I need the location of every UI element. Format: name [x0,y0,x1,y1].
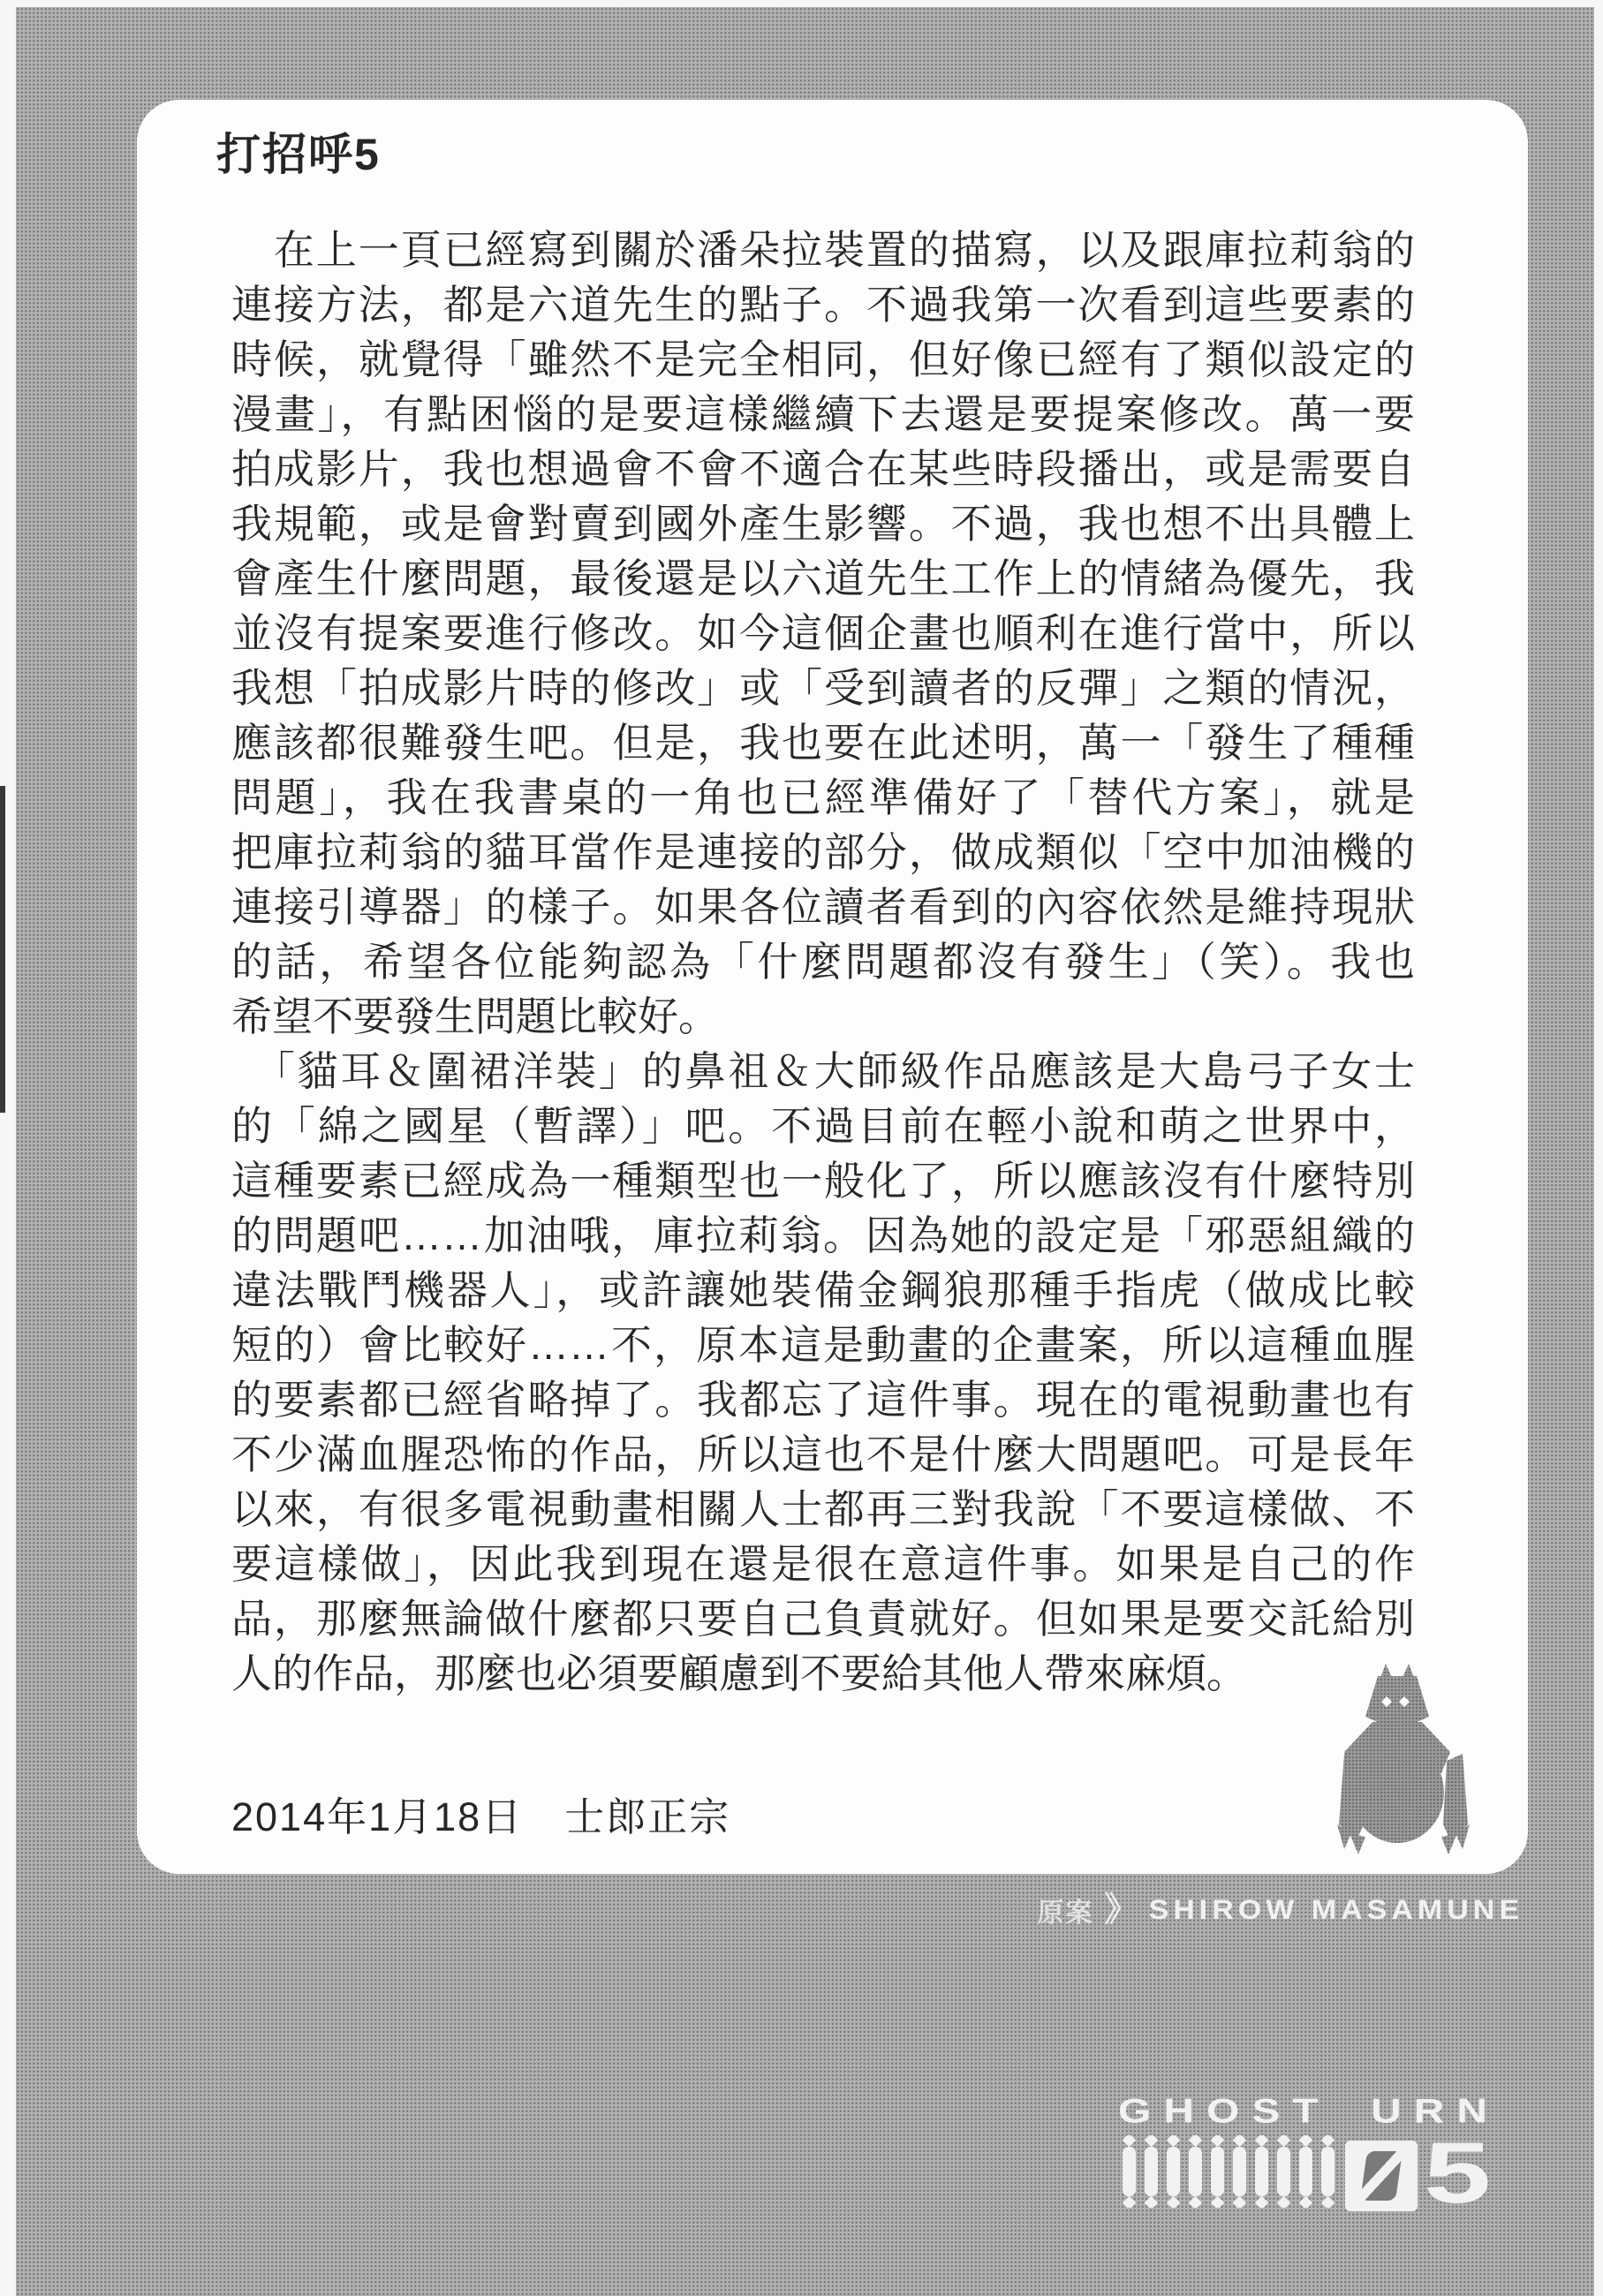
text-line: 應該都很難發生吧。但是，我也要在此述明，萬一「發生了種種 [231,720,1415,766]
text-line: 以來，有很多電視動畫相關人士都再三對我說「不要這樣做、不 [231,1486,1415,1532]
text-line: 這種要素已經成為一種類型也一般化了，所以應該沒有什麼特別 [231,1158,1415,1204]
credit-label: 原案 [1037,1899,1094,1928]
text-line: 我想「拍成影片時的修改」或「受到讀者的反彈」之類的情況， [231,665,1415,711]
afterword-body [231,223,1415,1701]
double-chevron-icon: 》 [1104,1892,1138,1929]
credit-line [1038,1888,1524,1932]
credit-name: SHIROW MASAMUNE [1148,1894,1524,1926]
series-logo-title: GHOST URN [1118,2091,1500,2131]
text-line: 短的）會比較好……不，原本這是動畫的企畫案，所以這種血腥 [231,1322,1415,1368]
text-line: 的問題吧……加油哦，庫拉莉翁。因為她的設定是「邪惡組織的 [231,1212,1415,1258]
text-line: 把庫拉莉翁的貓耳當作是連接的部分，做成類似「空中加油機的 [231,829,1415,875]
text-line: 希望不要發生問題比較好。 [231,993,719,1039]
afterword-panel [137,100,1528,1874]
text-line: 時候，就覺得「雖然不是完全相同，但好像已經有了類似設定的 [231,336,1415,382]
text-line: 問題」，我在我書桌的一角也已經準備好了「替代方案」，就是 [231,774,1415,820]
text-line: 並沒有提案要進行修改。如今這個企畫也順利在進行當中，所以 [231,610,1415,656]
logo-number-zero-tile [1345,2141,1418,2211]
scan-artifact-line [0,786,5,1113]
text-line: 的要素都已經省略掉了。我都忘了這件事。現在的電視動畫也有 [231,1377,1415,1423]
logo-number-five: 5 [1424,2124,1492,2221]
text-line: 漫畫」，有點困惱的是要這樣繼續下去還是要提案修改。萬一要 [231,391,1415,437]
text-line: 的「綿之國星（暫譯）」吧。不過目前在輕小說和萌之世界中， [231,1103,1415,1149]
text-line: 的話，希望各位能夠認為「什麼問題都沒有發生」（笑）。我也 [231,939,1415,985]
text-line: 「貓耳＆圍裙洋裝」的鼻祖＆大師級作品應該是大島弓子女士 [231,1048,1415,1094]
signature-line: 2014年1月18日 士郎正宗 [231,1794,731,1839]
robot-mascot-icon [1334,1660,1473,1860]
text-line: 連接方法，都是六道先生的點子。不過我第一次看到這些要素的 [231,282,1415,328]
text-line: 要這樣做」，因此我到現在還是很在意這件事。如果是自己的作 [231,1541,1415,1587]
text-line: 我規範，或是會對賣到國外產生影響。不過，我也想不出具體上 [231,501,1415,547]
text-line: 在上一頁已經寫到關於潘朵拉裝置的描寫，以及跟庫拉莉翁的 [231,227,1415,273]
page-title: 打招呼5 [216,130,381,179]
text-line: 不少滿血腥恐怖的作品，所以這也不是什麼大問題吧。可是長年 [231,1431,1415,1477]
barcode-icon [1118,2135,1339,2208]
text-line: 違法戰鬥機器人」，或許讓她裝備金鋼狼那種手指虎（做成比較 [231,1267,1415,1313]
zero-glyph [1360,2151,1403,2201]
text-line: 拍成影片，我也想過會不會不適合在某些時段播出，或是需要自 [231,446,1415,492]
text-line: 品，那麼無論做什麼都只要自己負責就好。但如果是要交託給別 [231,1596,1415,1642]
text-line: 人的作品，那麼也必須要顧慮到不要給其他人帶來麻煩。 [231,1650,1247,1696]
text-line: 連接引導器」的樣子。如果各位讀者看到的內容依然是維持現狀 [231,884,1415,930]
text-line: 會產生什麼問題，最後還是以六道先生工作上的情緒為優先，我 [231,555,1415,601]
